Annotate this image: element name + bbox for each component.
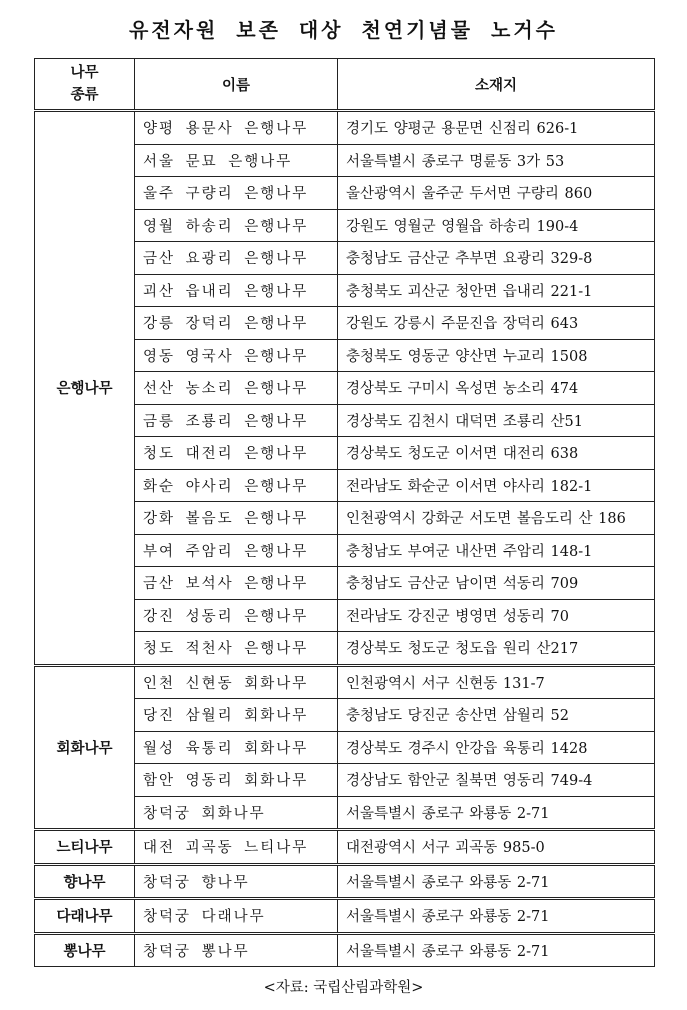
tree-location-cell: 경상북도 청도군 청도읍 원리 산217 bbox=[338, 632, 655, 666]
tree-location-cell: 충청남도 부여군 내산면 주암리 148-1 bbox=[338, 534, 655, 567]
tree-location-cell: 충청남도 금산군 추부면 요광리 329-8 bbox=[338, 242, 655, 275]
table-row bbox=[35, 665, 655, 699]
tree-name-cell: 금산 요광리 은행나무 bbox=[135, 242, 338, 275]
tree-kind-cell: 향나무 bbox=[35, 864, 135, 899]
heritage-trees-table bbox=[34, 58, 655, 967]
tree-name-cell: 창덕궁 회화나무 bbox=[135, 796, 338, 830]
header-tree-kind bbox=[35, 59, 135, 111]
tree-name-cell: 화순 야사리 은행나무 bbox=[135, 469, 338, 502]
tree-location-cell: 경기도 양평군 용문면 신점리 626-1 bbox=[338, 111, 655, 145]
tree-location-cell: 인천광역시 강화군 서도면 볼음도리 산 186 bbox=[338, 502, 655, 535]
tree-name-cell: 선산 농소리 은행나무 bbox=[135, 372, 338, 405]
tree-location-cell: 서울특별시 종로구 명륜동 3가 53 bbox=[338, 144, 655, 177]
tree-name-cell: 창덕궁 향나무 bbox=[135, 864, 338, 899]
table-row bbox=[35, 111, 655, 145]
tree-name-cell: 청도 적천사 은행나무 bbox=[135, 632, 338, 666]
tree-name-cell: 청도 대전리 은행나무 bbox=[135, 437, 338, 470]
table-body bbox=[35, 111, 655, 967]
tree-name-cell: 울주 구량리 은행나무 bbox=[135, 177, 338, 210]
tree-location-cell: 충청북도 영동군 양산면 누교리 1508 bbox=[338, 339, 655, 372]
header-kind-line1: 나무 bbox=[70, 64, 99, 81]
header-location: 소재지 bbox=[338, 59, 655, 111]
tree-location-cell: 서울특별시 종로구 와룡동 2-71 bbox=[338, 796, 655, 830]
tree-location-cell: 울산광역시 울주군 두서면 구량리 860 bbox=[338, 177, 655, 210]
tree-name-cell: 창덕궁 다래나무 bbox=[135, 899, 338, 934]
tree-name-cell: 영월 하송리 은행나무 bbox=[135, 209, 338, 242]
tree-location-cell: 경상북도 경주시 안강읍 육통리 1428 bbox=[338, 731, 655, 764]
tree-location-cell: 강원도 영월군 영월읍 하송리 190-4 bbox=[338, 209, 655, 242]
tree-location-cell: 서울특별시 종로구 와룡동 2-71 bbox=[338, 864, 655, 899]
header-name: 이름 bbox=[135, 59, 338, 111]
tree-location-cell: 충청남도 당진군 송산면 삼월리 52 bbox=[338, 699, 655, 732]
tree-location-cell: 인천광역시 서구 신현동 131-7 bbox=[338, 665, 655, 699]
tree-name-cell: 월성 육통리 회화나무 bbox=[135, 731, 338, 764]
tree-name-cell: 인천 신현동 회화나무 bbox=[135, 665, 338, 699]
tree-location-cell: 전라남도 강진군 병영면 성동리 70 bbox=[338, 599, 655, 632]
tree-name-cell: 괴산 읍내리 은행나무 bbox=[135, 274, 338, 307]
source-note: <자료: 국립산림과학원> bbox=[263, 980, 424, 996]
tree-name-cell: 서울 문묘 은행나무 bbox=[135, 144, 338, 177]
tree-kind-cell: 느티나무 bbox=[35, 830, 135, 865]
tree-name-cell: 양평 용문사 은행나무 bbox=[135, 111, 338, 145]
tree-name-cell: 강화 볼음도 은행나무 bbox=[135, 502, 338, 535]
tree-name-cell: 강진 성동리 은행나무 bbox=[135, 599, 338, 632]
header-kind-line2: 종류 bbox=[70, 86, 99, 103]
tree-location-cell: 서울특별시 종로구 와룡동 2-71 bbox=[338, 899, 655, 934]
tree-location-cell: 대전광역시 서구 괴곡동 985-0 bbox=[338, 830, 655, 865]
tree-name-cell: 당진 삼월리 회화나무 bbox=[135, 699, 338, 732]
table-row bbox=[35, 830, 655, 865]
tree-location-cell: 서울특별시 종로구 와룡동 2-71 bbox=[338, 933, 655, 967]
tree-name-cell: 영동 영국사 은행나무 bbox=[135, 339, 338, 372]
tree-location-cell: 경상북도 청도군 이서면 대전리 638 bbox=[338, 437, 655, 470]
tree-kind-cell: 은행나무 bbox=[35, 111, 135, 666]
tree-name-cell: 금산 보석사 은행나무 bbox=[135, 567, 338, 600]
tree-location-cell: 충청남도 금산군 남이면 석동리 709 bbox=[338, 567, 655, 600]
tree-location-cell: 경상남도 함안군 칠북면 영동리 749-4 bbox=[338, 764, 655, 797]
tree-name-cell: 부여 주암리 은행나무 bbox=[135, 534, 338, 567]
tree-name-cell: 강릉 장덕리 은행나무 bbox=[135, 307, 338, 340]
tree-name-cell: 함안 영동리 회화나무 bbox=[135, 764, 338, 797]
tree-location-cell: 충청북도 괴산군 청안면 읍내리 221-1 bbox=[338, 274, 655, 307]
tree-kind-cell: 회화나무 bbox=[35, 665, 135, 830]
tree-name-cell: 금릉 조룡리 은행나무 bbox=[135, 404, 338, 437]
tree-kind-cell: 뽕나무 bbox=[35, 933, 135, 967]
tree-location-cell: 강원도 강릉시 주문진읍 장덕리 643 bbox=[338, 307, 655, 340]
tree-location-cell: 경상북도 구미시 옥성면 농소리 474 bbox=[338, 372, 655, 405]
tree-name-cell: 대전 괴곡동 느티나무 bbox=[135, 830, 338, 865]
tree-name-cell: 창덕궁 뽕나무 bbox=[135, 933, 338, 967]
table-header-row bbox=[35, 59, 655, 111]
tree-location-cell: 경상북도 김천시 대덕면 조룡리 산51 bbox=[338, 404, 655, 437]
table-row bbox=[35, 933, 655, 967]
tree-kind-cell: 다래나무 bbox=[35, 899, 135, 934]
tree-location-cell: 전라남도 화순군 이서면 야사리 182-1 bbox=[338, 469, 655, 502]
document-title: 유전자원 보존 대상 천연기념물 노거수 bbox=[129, 18, 558, 42]
table-row bbox=[35, 864, 655, 899]
table-row bbox=[35, 899, 655, 934]
